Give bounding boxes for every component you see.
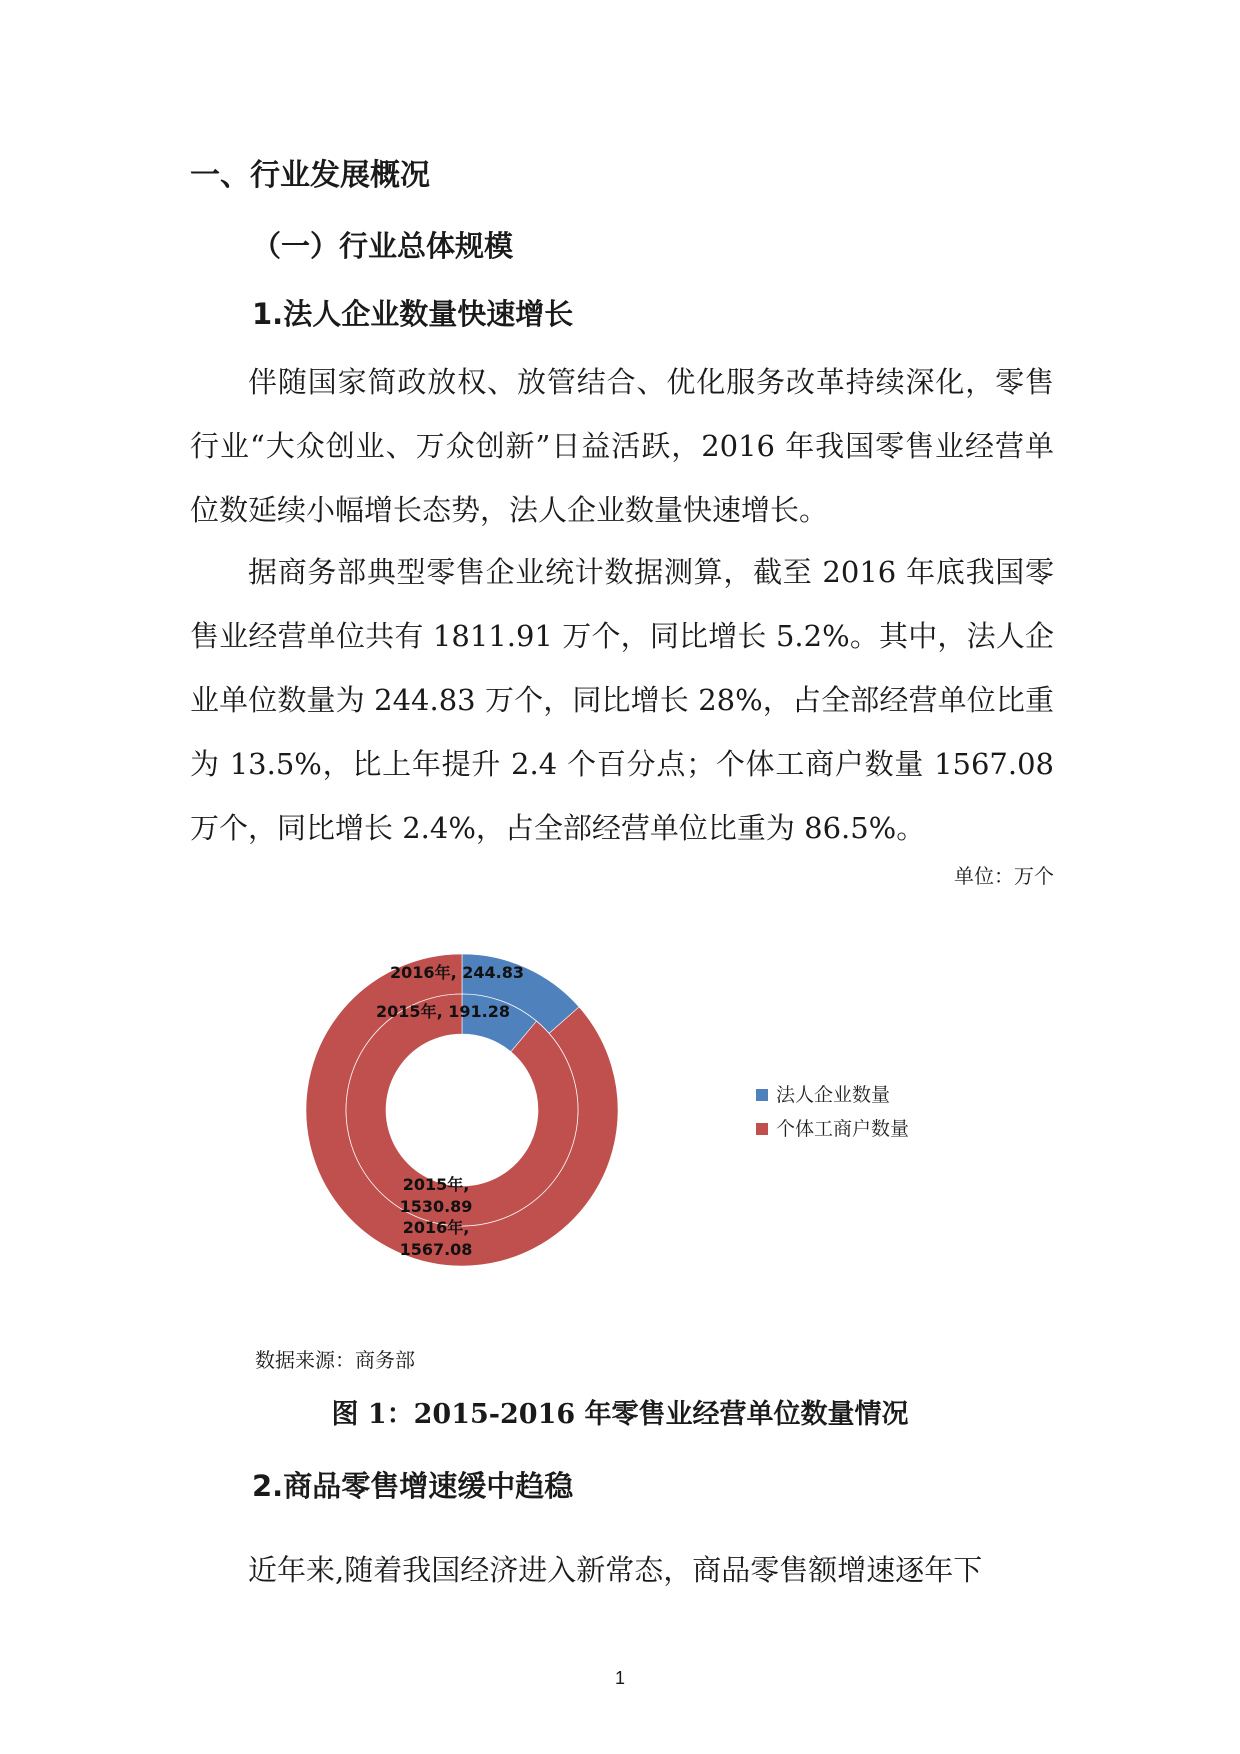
unit-label: 单位：万个 [954, 864, 1054, 888]
label-2016-legal: 2016年, 244.83 [390, 963, 524, 982]
subsection-heading: （一）行业总体规模 [252, 229, 514, 263]
item-heading-2: 2.商品零售增速缓中趋稳 [252, 1469, 574, 1503]
label-2016-individual-value: 1567.08 [399, 1240, 473, 1259]
label-2016-individual-year: 2016年, [402, 1218, 470, 1237]
data-source: 数据来源：商务部 [255, 1348, 415, 1372]
label-2015-legal: 2015年, 191.28 [376, 1002, 510, 1021]
paragraph-2: 据商务部典型零售企业统计数据测算，截至 2016 年底我国零售业经营单位共有 1811.91 万个，同比增长 5.2%。其中，法人企业单位数量为 244.83 万个，同比增长 28%，占全部经营单位比重为 13.5%，比上年提升 2.4 个百分点；个体工商户数量 1567.08 万个，同比增长 2.4%，占全部经营单位比重为 86.5%。 [190, 555, 1054, 845]
legend-swatch-individual [756, 1123, 768, 1135]
doughnut-chart [190, 900, 1054, 1320]
item-heading-1: 1.法人企业数量快速增长 [252, 297, 574, 331]
doughnut-chart-svg [190, 900, 1054, 1320]
legend-label-legal: 法人企业数量 [776, 1084, 891, 1106]
page-number: 1 [614, 1668, 625, 1688]
paragraph-1: 伴随国家简政放权、放管结合、优化服务改革持续深化，零售行业“大众创业、万众创新”日益活跃，2016 年我国零售业经营单位数延续小幅增长态势，法人企业数量快速增长。 [190, 365, 1054, 527]
section-heading: 一、行业发展概况 [190, 158, 430, 193]
paragraph-3: 近年来,随着我国经济进入新常态，商品零售额增速逐年下 [248, 1553, 983, 1587]
legend-swatch-legal [756, 1089, 768, 1101]
label-2015-individual-value: 1530.89 [399, 1197, 473, 1216]
figure-caption: 图 1：2015-2016 年零售业经营单位数量情况 [331, 1399, 909, 1430]
legend-label-individual: 个体工商户数量 [776, 1118, 910, 1140]
label-2015-individual-year: 2015年, [402, 1175, 470, 1194]
